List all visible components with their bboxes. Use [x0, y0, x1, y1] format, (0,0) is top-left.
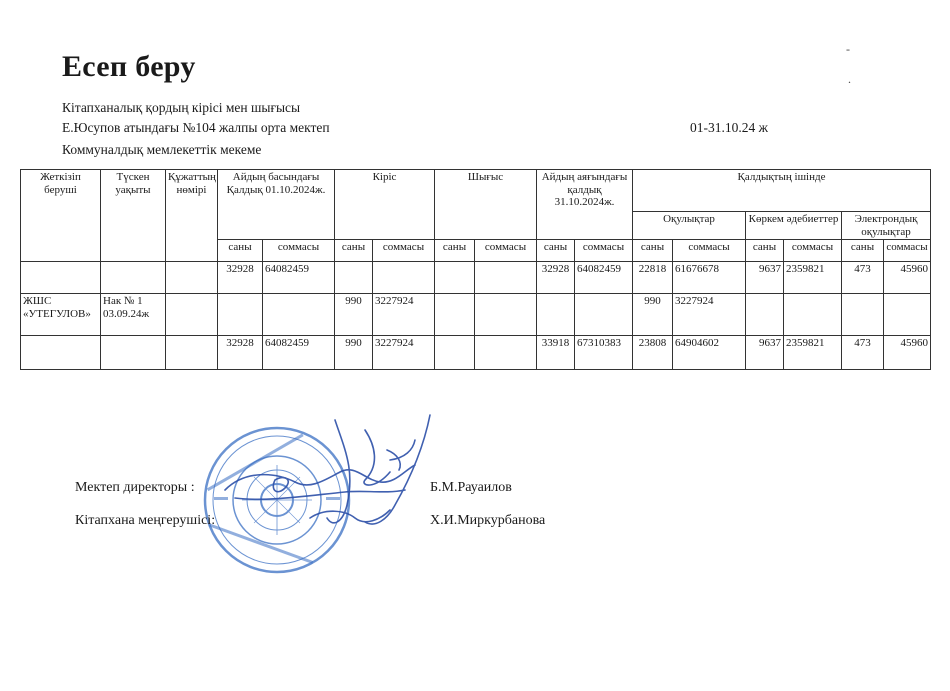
- header-qty: саны: [537, 240, 575, 262]
- cell-income-qty: 990: [335, 294, 373, 336]
- cell-expense-amount: [475, 294, 537, 336]
- cell-doc: [166, 262, 218, 294]
- header-qty: саны: [746, 240, 784, 262]
- cell-close-amount: 64082459: [575, 262, 633, 294]
- header-amount: соммасы: [784, 240, 842, 262]
- header-qty: саны: [435, 240, 475, 262]
- cell-expense-amount: [475, 336, 537, 370]
- document-title: Есеп беру: [62, 50, 196, 83]
- table-row: [21, 262, 931, 294]
- header-amount: соммасы: [884, 240, 931, 262]
- cell-textbooks-amount: 3227924: [673, 294, 746, 336]
- header-expense: Шығыс: [435, 170, 537, 240]
- cell-fiction-qty: 9637: [746, 262, 784, 294]
- cell-close-qty: 33918: [537, 336, 575, 370]
- cell-electronic-qty: 473: [842, 262, 884, 294]
- cell-open-amount: [263, 294, 335, 336]
- director-name: Б.М.Рауаилов: [430, 480, 512, 495]
- cell-textbooks-qty: 22818: [633, 262, 673, 294]
- cell-electronic-amount: [884, 294, 931, 336]
- cell-textbooks-qty: 990: [633, 294, 673, 336]
- cell-open-qty: 32928: [218, 262, 263, 294]
- cell-close-qty: 32928: [537, 262, 575, 294]
- header-of-which: Қалдықтың ішінде: [633, 170, 931, 212]
- header-income: Кіріс: [335, 170, 435, 240]
- cell-expense-qty: [435, 262, 475, 294]
- cell-fiction-amount: 2359821: [784, 336, 842, 370]
- director-label: Мектеп директоры :: [75, 480, 195, 495]
- report-table: [20, 169, 931, 370]
- header-amount: соммасы: [475, 240, 537, 262]
- cell-income-qty: 990: [335, 336, 373, 370]
- cell-close-amount: 67310383: [575, 336, 633, 370]
- header-received-time: Түскен уақыты: [101, 170, 166, 262]
- school-name: Е.Юсупов атындағы №104 жалпы орта мектеп: [62, 120, 330, 135]
- report-period: 01-31.10.24 ж: [690, 120, 768, 135]
- cell-fiction-qty: [746, 294, 784, 336]
- cell-supplier: ЖШС «УТЕГУЛОВ»: [21, 294, 101, 336]
- librarian-label: Кітапхана меңгерушісі:: [75, 513, 216, 528]
- cell-supplier: [21, 262, 101, 294]
- header-qty: саны: [218, 240, 263, 262]
- cell-income-amount: 3227924: [373, 336, 435, 370]
- scan-mark: .: [848, 72, 851, 86]
- header-electronic: Электрондық оқулықтар: [842, 212, 931, 240]
- header-doc-number: Құжаттың нөмірі: [166, 170, 218, 262]
- cell-supplier: [21, 336, 101, 370]
- header-closing-balance: Айдың аяғындағы қалдық 31.10.2024ж.: [537, 170, 633, 240]
- header-amount: соммасы: [373, 240, 435, 262]
- cell-electronic-amount: 45960: [884, 336, 931, 370]
- cell-fiction-amount: [784, 294, 842, 336]
- librarian-name: Х.И.Миркурбанова: [430, 513, 546, 528]
- cell-expense-qty: [435, 336, 475, 370]
- cell-income-qty: [335, 262, 373, 294]
- header-qty: саны: [842, 240, 884, 262]
- header-textbooks: Оқулықтар: [633, 212, 746, 240]
- cell-time: [101, 262, 166, 294]
- cell-close-amount: [575, 294, 633, 336]
- cell-doc: [166, 294, 218, 336]
- cell-doc: [166, 336, 218, 370]
- cell-textbooks-qty: 23808: [633, 336, 673, 370]
- cell-textbooks-amount: 64904602: [673, 336, 746, 370]
- header-qty: саны: [335, 240, 373, 262]
- header-amount: соммасы: [263, 240, 335, 262]
- cell-open-amount: 64082459: [263, 336, 335, 370]
- cell-fiction-amount: 2359821: [784, 262, 842, 294]
- cell-expense-qty: [435, 294, 475, 336]
- institution-type: Коммуналдық мемлекеттік мекеме: [62, 142, 262, 157]
- cell-fiction-qty: 9637: [746, 336, 784, 370]
- cell-electronic-amount: 45960: [884, 262, 931, 294]
- cell-electronic-qty: [842, 294, 884, 336]
- cell-time: [101, 336, 166, 370]
- header-opening-balance: Айдың басындағы Қалдық 01.10.2024ж.: [218, 170, 335, 240]
- cell-income-amount: [373, 262, 435, 294]
- cell-close-qty: [537, 294, 575, 336]
- header-qty: саны: [633, 240, 673, 262]
- cell-time: Нак № 1 03.09.24ж: [101, 294, 166, 336]
- header-supplier: Жеткізіп беруші: [21, 170, 101, 262]
- cell-electronic-qty: 473: [842, 336, 884, 370]
- report-subtitle: Кітапханалық қордың кірісі мен шығысы: [62, 100, 301, 115]
- cell-open-amount: 64082459: [263, 262, 335, 294]
- scan-mark: -: [846, 42, 850, 56]
- header-amount: соммасы: [673, 240, 746, 262]
- cell-open-qty: [218, 294, 263, 336]
- cell-textbooks-amount: 61676678: [673, 262, 746, 294]
- header-fiction: Көркем әдебиеттер: [746, 212, 842, 240]
- header-amount: соммасы: [575, 240, 633, 262]
- cell-income-amount: 3227924: [373, 294, 435, 336]
- table-row-total: [21, 336, 931, 370]
- table-row: [21, 294, 931, 336]
- cell-open-qty: 32928: [218, 336, 263, 370]
- cell-expense-amount: [475, 262, 537, 294]
